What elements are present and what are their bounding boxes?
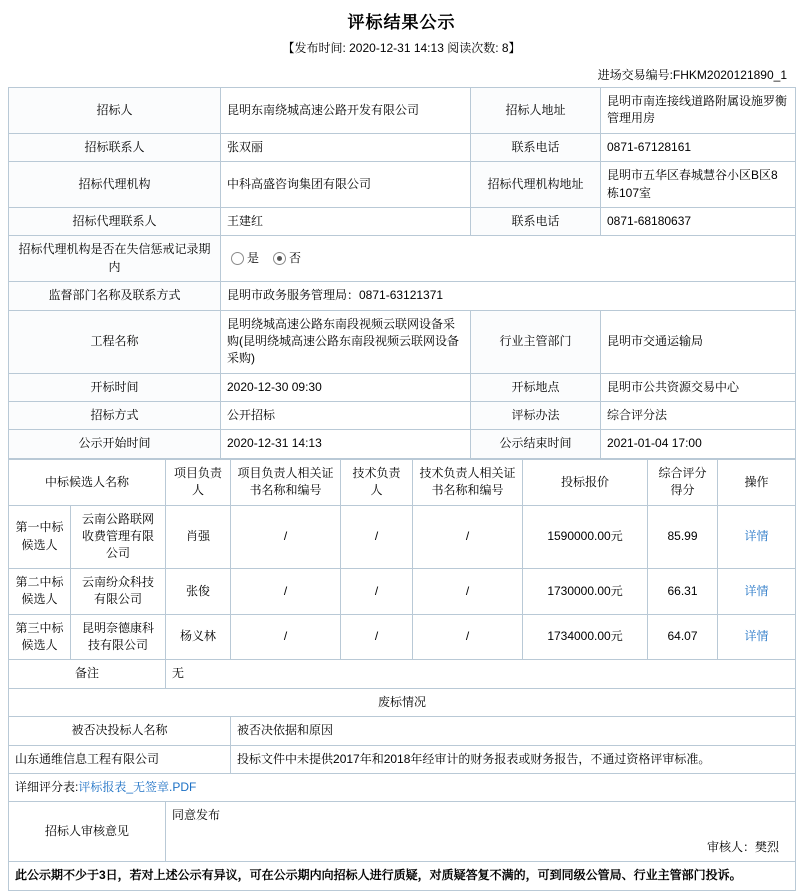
approval-value: 同意发布 [172,808,221,823]
remark-value: 无 [166,660,796,688]
publish-end-label: 公示结束时间 [471,430,601,458]
col-tech-certificate: 技术负责人相关证书名称和编号 [413,459,523,505]
candidate-pm: 杨义林 [166,614,231,660]
detail-link[interactable]: 详情 [744,529,769,544]
tender-phone-value: 0871-67128161 [601,133,796,161]
publish-info: 【发布时间: 2020-12-31 14:13 阅读次数: 8】 [282,41,521,55]
tender-mode-label: 招标方式 [9,402,221,430]
candidate-pm-cert: / [231,614,341,660]
tender-contact-label: 招标联系人 [9,133,221,161]
candidate-tech-cert: / [413,505,523,568]
table-row [9,373,796,401]
agency-contact-label: 招标代理联系人 [9,207,221,235]
agency-label: 招标代理机构 [9,162,221,208]
candidate-tech: / [341,614,413,660]
candidate-detail-cell [718,505,796,568]
candidate-pm: 张俊 [166,568,231,614]
industry-value: 昆明市交通运输局 [601,310,796,373]
approval-signer: 审核人：樊烈 [707,839,780,854]
candidate-price: 1734000.00元 [523,614,648,660]
tenderee-address-label: 招标人地址 [471,88,601,134]
open-place-value: 昆明市公共资源交易中心 [601,373,796,401]
supervise-label: 监督部门名称及联系方式 [9,282,221,310]
project-name-value: 昆明绕城高速公路东南段视频云联网设备采购(昆明绕城高速公路东南段视频云联网设备采购) [221,310,471,373]
tenderee-label: 招标人 [9,88,221,134]
industry-label: 行业主管部门 [471,310,601,373]
candidates-header-row [9,459,796,505]
candidate-tech: / [341,505,413,568]
table-row [9,430,796,458]
project-name-label: 工程名称 [9,310,221,373]
credit-record-label: 招标代理机构是否在失信惩戒记录期内 [9,236,221,282]
table-row [9,402,796,430]
open-place-label: 开标地点 [471,373,601,401]
page-title: 评标结果公示 [347,13,456,32]
table-row [9,236,796,282]
open-time-value: 2020-12-30 09:30 [221,373,471,401]
table-row [9,862,796,890]
table-row [9,282,796,310]
attachment-cell [9,773,796,801]
credit-option-yes-label: 是 [247,251,260,266]
col-total-score: 综合评分得分 [648,459,718,505]
candidate-tech-cert: / [413,568,523,614]
trade-number: 进场交易编号:FHKM2020121890_1 [597,68,787,82]
remark-label: 备注 [9,660,166,688]
table-row [9,660,796,688]
candidate-score: 64.07 [648,614,718,660]
candidate-name: 昆明奈德康科技有限公司 [71,614,166,660]
agency-address-value: 昆明市五华区春城慧谷小区B区8栋107室 [601,162,796,208]
candidate-name: 云南公路联网收费管理有限公司 [71,505,166,568]
candidate-rank: 第二中标候选人 [9,568,71,614]
credit-option-yes[interactable] [231,250,259,267]
publish-end-value: 2021-01-04 17:00 [601,430,796,458]
col-project-manager: 项目负责人 [166,459,231,505]
invalid-col-name: 被否决投标人名称 [9,717,231,745]
radio-checked-icon[interactable] [273,252,286,265]
col-bid-price: 投标报价 [523,459,648,505]
tender-mode-value: 公开招标 [221,402,471,430]
agency-value: 中科高盛咨询集团有限公司 [221,162,471,208]
col-pm-certificate: 项目负责人相关证书名称和编号 [231,459,341,505]
invalid-bidder-name: 山东通维信息工程有限公司 [9,745,231,773]
table-row [9,802,796,862]
publish-start-value: 2020-12-31 14:13 [221,430,471,458]
table-row [9,717,796,745]
table-row [9,207,796,235]
attachment-label: 详细评分表: [15,779,79,794]
tenderee-value: 昆明东南绕城高速公路开发有限公司 [221,88,471,134]
candidate-pm-cert: / [231,568,341,614]
radio-unchecked-icon[interactable] [231,252,244,265]
table-row [9,773,796,801]
attachment-link[interactable]: 评标报表_无签章.PDF [78,779,197,794]
col-tech-manager: 技术负责人 [341,459,413,505]
candidate-name: 云南纷众科技有限公司 [71,568,166,614]
invalid-col-reason: 被否决依据和原因 [231,717,796,745]
approval-value-cell [166,802,796,862]
eval-method-label: 评标办法 [471,402,601,430]
invalid-bidder-reason: 投标文件中未提供2017年和2018年经审计的财务报表或财务报告，不通过资格评审标准。 [231,745,796,773]
eval-method-value: 综合评分法 [601,402,796,430]
table-row [9,505,796,568]
approval-label: 招标人审核意见 [9,802,166,862]
candidate-detail-cell [718,614,796,660]
supervise-value: 昆明市政务服务管理局：0871-63121371 [221,282,796,310]
candidate-rank: 第一中标候选人 [9,505,71,568]
credit-option-no-label: 否 [289,251,302,266]
col-candidate-name: 中标候选人名称 [9,459,166,505]
table-row [9,88,796,134]
candidate-pm: 肖强 [166,505,231,568]
publish-start-label: 公示开始时间 [9,430,221,458]
table-row [9,162,796,208]
table-row [9,310,796,373]
tenderee-address-value: 昆明市南连接线道路附属设施罗衡管理用房 [601,88,796,134]
candidate-tech-cert: / [413,614,523,660]
credit-option-no[interactable] [273,250,301,267]
tender-contact-value: 张双丽 [221,133,471,161]
candidate-pm-cert: / [231,505,341,568]
agency-phone-value: 0871-68180637 [601,207,796,235]
candidate-price: 1730000.00元 [523,568,648,614]
invalid-section-title: 废标情况 [9,688,796,716]
open-time-label: 开标时间 [9,373,221,401]
credit-record-value [221,236,796,282]
footer-note: 此公示期不少于3日，若对上述公示有异议，可在公示期内向招标人进行质疑，对质疑答复不满的，可到同级公管局、行业主管部门投诉。 [9,862,796,890]
candidate-score: 66.31 [648,568,718,614]
detail-link[interactable]: 详情 [744,629,769,644]
candidates-table [8,459,796,891]
candidate-rank: 第三中标候选人 [9,614,71,660]
announcement-table [8,87,796,459]
table-row [9,614,796,660]
tender-phone-label: 联系电话 [471,133,601,161]
announcement-page [0,8,803,883]
table-row [9,745,796,773]
table-row [9,688,796,716]
candidate-tech: / [341,568,413,614]
agency-address-label: 招标代理机构地址 [471,162,601,208]
agency-contact-value: 王建红 [221,207,471,235]
table-row [9,133,796,161]
candidate-detail-cell [718,568,796,614]
col-action: 操作 [718,459,796,505]
detail-link[interactable]: 详情 [744,583,769,598]
table-row [9,568,796,614]
candidate-price: 1590000.00元 [523,505,648,568]
candidate-score: 85.99 [648,505,718,568]
agency-phone-label: 联系电话 [471,207,601,235]
